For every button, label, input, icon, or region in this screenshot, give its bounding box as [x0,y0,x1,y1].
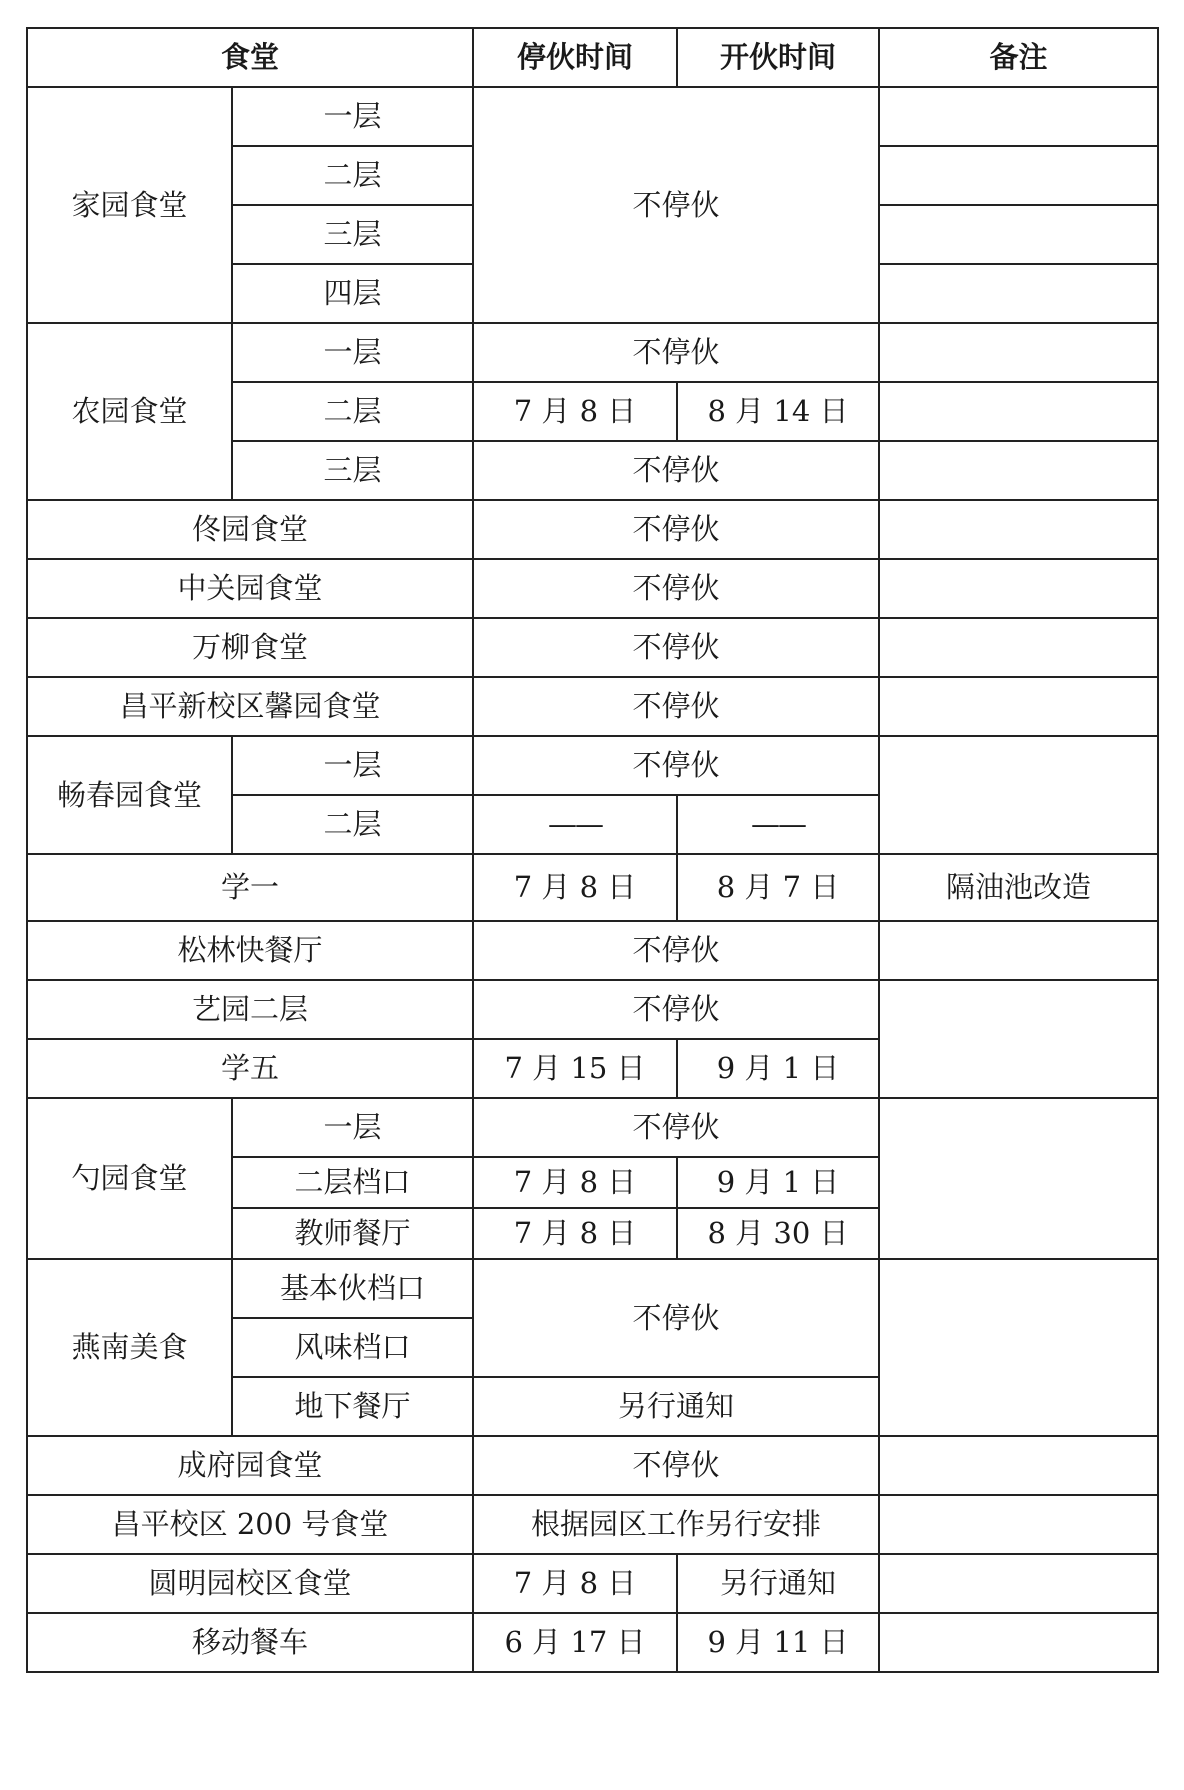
canteen-name: 中关园食堂 [27,559,473,618]
remark-cell [879,500,1158,559]
floor-label: 二层 [232,146,473,205]
canteen-name: 农园食堂 [27,323,232,500]
canteen-name: 昌平校区 200 号食堂 [27,1495,473,1554]
canteen-schedule-table [26,27,1159,1673]
table-row [27,559,1158,618]
status-cell: 不停伙 [473,441,879,500]
table-row [27,500,1158,559]
table-row [27,854,1158,921]
stop-date: 7 月 8 日 [473,854,677,921]
canteen-name: 艺园二层 [27,980,473,1039]
status-cell: 不停伙 [473,323,879,382]
remark-cell [879,87,1158,146]
remark-cell [879,1259,1158,1436]
table-row [27,736,1158,795]
remark-cell [879,559,1158,618]
stop-date: 7 月 8 日 [473,1554,677,1613]
floor-label: 地下餐厅 [232,1377,473,1436]
canteen-name: 松林快餐厅 [27,921,473,980]
open-date: 9 月 1 日 [677,1157,879,1208]
stop-date: 7 月 8 日 [473,1157,677,1208]
header-row [27,28,1158,87]
header-stop-time: 停伙时间 [473,28,677,87]
canteen-name: 圆明园校区食堂 [27,1554,473,1613]
floor-label: 三层 [232,441,473,500]
floor-label: 风味档口 [232,1318,473,1377]
table-row [27,1098,1158,1157]
remark-cell [879,1495,1158,1554]
table-row [27,1436,1158,1495]
stop-date: 7 月 8 日 [473,1208,677,1259]
status-cell: 不停伙 [473,87,879,323]
remark-cell [879,146,1158,205]
stop-date: 6 月 17 日 [473,1613,677,1672]
canteen-name: 佟园食堂 [27,500,473,559]
table-row [27,980,1158,1039]
open-date: 9 月 11 日 [677,1613,879,1672]
floor-label: 二层档口 [232,1157,473,1208]
status-cell: 根据园区工作另行安排 [473,1495,879,1554]
remark-cell [879,1436,1158,1495]
stop-date: 7 月 8 日 [473,382,677,441]
floor-label: 一层 [232,323,473,382]
floor-label: 三层 [232,205,473,264]
floor-label: 二层 [232,795,473,854]
canteen-name: 学五 [27,1039,473,1098]
canteen-name: 万柳食堂 [27,618,473,677]
table-row [27,677,1158,736]
canteen-name: 成府园食堂 [27,1436,473,1495]
floor-label: 二层 [232,382,473,441]
status-cell: 不停伙 [473,677,879,736]
floor-label: 一层 [232,87,473,146]
remark-cell [879,441,1158,500]
floor-label: 基本伙档口 [232,1259,473,1318]
stop-date: —— [473,795,677,854]
floor-label: 一层 [232,736,473,795]
remark-cell [879,618,1158,677]
remark-cell [879,736,1158,854]
stop-date: 7 月 15 日 [473,1039,677,1098]
floor-label: 教师餐厅 [232,1208,473,1259]
table-row [27,1495,1158,1554]
canteen-name: 家园食堂 [27,87,232,323]
table-row [27,1554,1158,1613]
remark-cell [879,1613,1158,1672]
canteen-name: 昌平新校区馨园食堂 [27,677,473,736]
canteen-name: 移动餐车 [27,1613,473,1672]
remark-cell [879,1098,1158,1259]
remark-cell [879,205,1158,264]
table-row [27,1259,1158,1318]
floor-label: 四层 [232,264,473,323]
status-cell: 不停伙 [473,618,879,677]
open-date: 8 月 7 日 [677,854,879,921]
header-remark: 备注 [879,28,1158,87]
table-row [27,921,1158,980]
remark-cell [879,980,1158,1098]
open-date: 9 月 1 日 [677,1039,879,1098]
status-cell: 另行通知 [473,1377,879,1436]
remark-cell [879,677,1158,736]
remark-cell [879,921,1158,980]
status-cell: 不停伙 [473,1436,879,1495]
status-cell: 不停伙 [473,921,879,980]
canteen-name: 燕南美食 [27,1259,232,1436]
table-row [27,1613,1158,1672]
remark-cell [879,323,1158,382]
table-row [27,618,1158,677]
table-row [27,323,1158,382]
canteen-name: 学一 [27,854,473,921]
status-cell: 不停伙 [473,500,879,559]
status-cell: 不停伙 [473,1259,879,1377]
status-cell: 不停伙 [473,736,879,795]
remark-cell: 隔油池改造 [879,854,1158,921]
header-canteen: 食堂 [27,28,473,87]
canteen-name: 勺园食堂 [27,1098,232,1259]
status-cell: 不停伙 [473,980,879,1039]
open-date: 8 月 30 日 [677,1208,879,1259]
open-date: 8 月 14 日 [677,382,879,441]
remark-cell [879,264,1158,323]
remark-cell [879,1554,1158,1613]
canteen-schedule-sheet [26,27,1157,1763]
floor-label: 一层 [232,1098,473,1157]
header-open-time: 开伙时间 [677,28,879,87]
open-date: —— [677,795,879,854]
remark-cell [879,382,1158,441]
table-row [27,87,1158,146]
status-cell: 不停伙 [473,1098,879,1157]
open-date: 另行通知 [677,1554,879,1613]
canteen-name: 畅春园食堂 [27,736,232,854]
status-cell: 不停伙 [473,559,879,618]
